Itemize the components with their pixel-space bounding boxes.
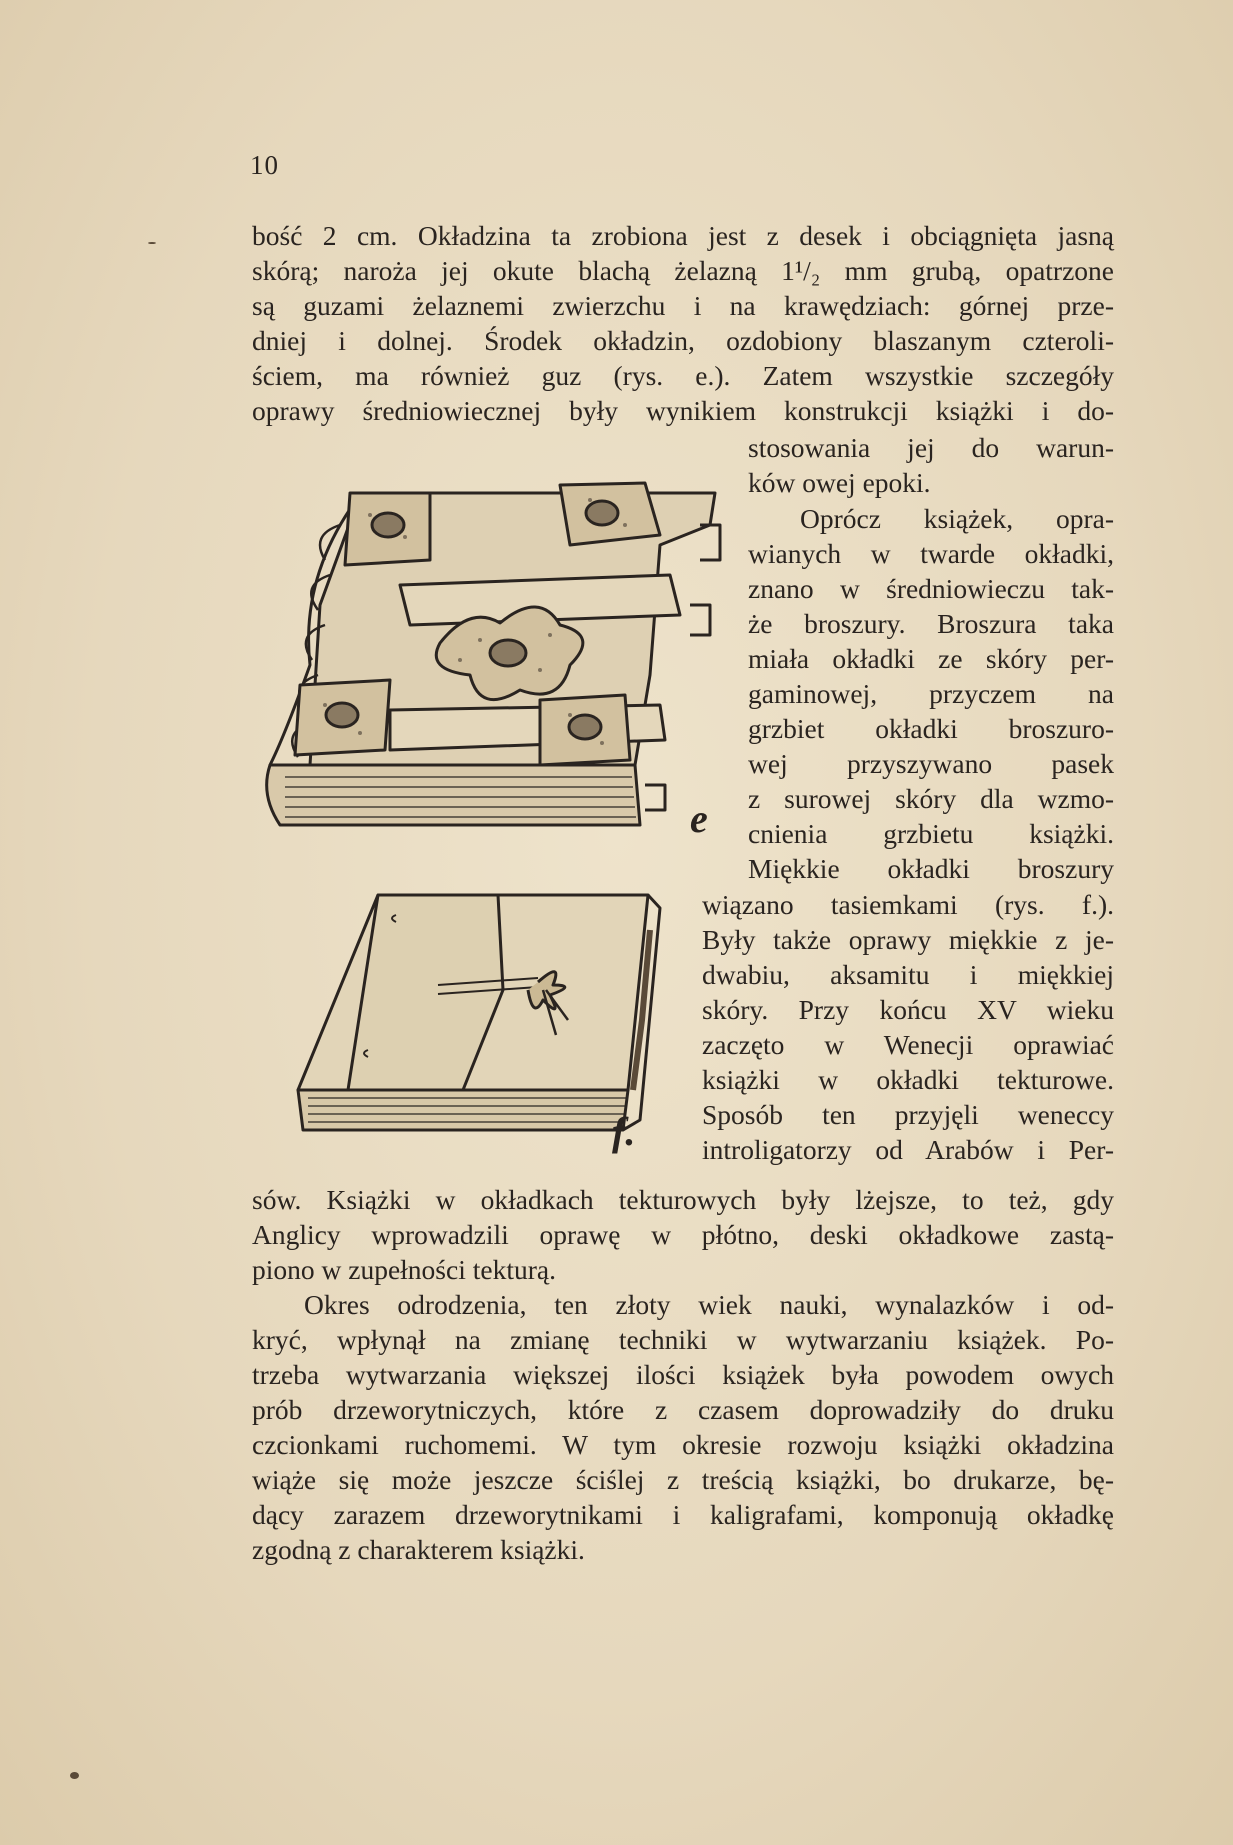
text-line: Miękkie okładki broszury <box>748 853 1114 884</box>
text-line: skóry. Przy końcu XV wieku <box>702 994 1114 1025</box>
text-line: Oprócz książek, opra- <box>800 503 1114 534</box>
text-line: ków owej epoki. <box>748 467 931 498</box>
text-line: piono w zupełności tekturą. <box>252 1254 556 1285</box>
text-line: znano w średniowieczu tak- <box>748 573 1114 604</box>
text-line: Były także oprawy miękkie z je- <box>702 924 1114 955</box>
text-line: grzbiet okładki broszuro- <box>748 713 1114 744</box>
text-line: wiązano tasiemkami (rys. f.). <box>702 889 1114 920</box>
text-line: książki w okładki tekturowe. <box>702 1064 1114 1095</box>
text-line: skórą; naroża jej okute blachą żelazną 1¹/₂ mm grubą, opatrzone <box>252 255 1114 286</box>
text-line: oprawy średniowiecznej były wynikiem konstrukcji książki i do- <box>252 395 1114 426</box>
text-line: zgodną z charakterem książki. <box>252 1534 585 1565</box>
text-line: ściem, ma również guz (rys. e.). Zatem wszystkie szczegóły <box>252 360 1114 391</box>
text-line: zaczęto w Wenecji oprawiać <box>702 1029 1114 1060</box>
text-line: stosowania jej do warun- <box>748 432 1114 463</box>
figure-f-label: f. <box>612 1109 636 1154</box>
text-line: wiąże się może jeszcze ściślej z treścią książki, bo drukarze, bę- <box>252 1464 1114 1495</box>
text-line: z surowej skóry dla wzmo- <box>748 783 1114 814</box>
paper-stain <box>70 1772 79 1779</box>
text-line: czcionkami ruchomemi. W tym okresie rozwoju książki okładzina <box>252 1429 1114 1460</box>
text-line: dwabiu, aksamitu i miękkiej <box>702 959 1114 990</box>
text-line: wej przyszywano pasek <box>748 748 1114 779</box>
page-number: 10 <box>250 150 279 180</box>
text-line: bość 2 cm. Okładzina ta zrobiona jest z desek i obciągnięta jasną <box>252 220 1114 251</box>
text-line: są guzami żelaznemi zwierzchu i na krawędziach: górnej prze- <box>252 290 1114 321</box>
text-line: Anglicy wprowadzili oprawę w płótno, deski okładkowe zastą- <box>252 1219 1114 1250</box>
text-line: kryć, wpłynął na zmianę techniki w wytwarzaniu książek. Po- <box>252 1324 1114 1355</box>
text-line: introligatorzy od Arabów i Per- <box>702 1134 1114 1165</box>
text-line: Sposób ten przyjęli weneccy <box>702 1099 1114 1130</box>
text-line: Okres odrodzenia, ten złoty wiek nauki, wynalazków i od- <box>304 1289 1114 1320</box>
text-line: że broszury. Broszura taka <box>748 608 1114 639</box>
text-line: sów. Książki w okładkach tekturowych były lżejsze, to też, gdy <box>252 1184 1114 1215</box>
figure-f-brochure <box>288 890 688 1145</box>
text-line: cnienia grzbietu książki. <box>748 818 1114 849</box>
text-line: prób drzeworytniczych, które z czasem doprowadziły do druku <box>252 1394 1114 1425</box>
text-line: trzeba wytwarzania większej ilości książek była powodem owych <box>252 1359 1114 1390</box>
text-line: dniej i dolnej. Środek okładzin, ozdobiony blaszanym czteroli- <box>252 325 1114 356</box>
text-line: dący zarazem drzeworytnikami i kaligrafami, komponują okładkę <box>252 1499 1114 1530</box>
figure-e-label: e <box>690 796 708 841</box>
text-line: gaminowej, przyczem na <box>748 678 1114 709</box>
paper-stain <box>148 242 156 244</box>
text-line: miała okładki ze skóry per- <box>748 643 1114 674</box>
text-line: wianych w twarde okładki, <box>748 538 1114 569</box>
figure-e-medieval-binding <box>240 465 740 850</box>
